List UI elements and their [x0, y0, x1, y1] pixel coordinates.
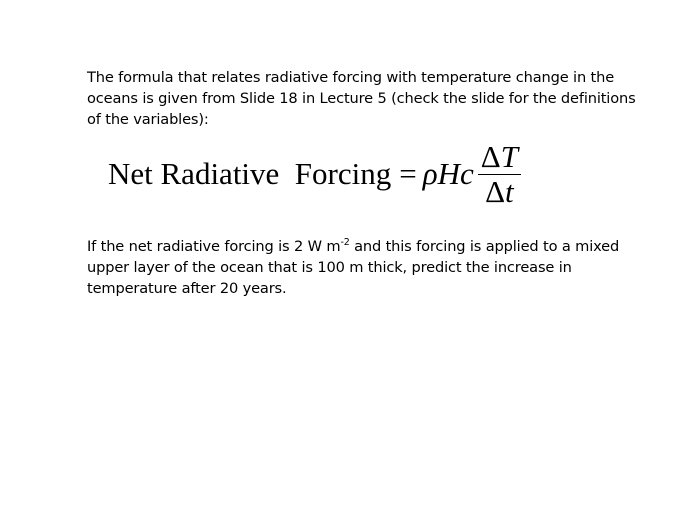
formula-lhs: Net Radiative Forcing [108, 156, 392, 191]
formula-rho: ρ [422, 156, 438, 191]
formula-fraction [478, 140, 521, 209]
formula-H: H [437, 156, 461, 191]
denominator-variable: t [505, 173, 514, 209]
formula-equals-sign: = [399, 156, 417, 191]
intro-paragraph [87, 67, 647, 130]
intro-line: of the variables): [87, 111, 209, 128]
numerator-delta: Δ [480, 138, 501, 174]
question-line: temperature after 20 years. [87, 280, 287, 297]
question-paragraph [87, 236, 647, 299]
denominator-delta: Δ [485, 173, 506, 209]
fraction-numerator [478, 140, 521, 174]
fraction-denominator [482, 175, 517, 209]
formula-c: c [460, 156, 474, 191]
intro-line: oceans is given from Slide 18 in Lecture 5 (check the slide for the definitions [87, 90, 636, 107]
radiative-forcing-formula [108, 134, 521, 214]
question-text: and this forcing is applied to a mixed [349, 238, 620, 255]
numerator-variable: T [500, 138, 518, 174]
question-text: If the net radiative forcing is 2 W m [87, 238, 341, 255]
exponent: -2 [340, 237, 350, 248]
question-line [87, 236, 647, 257]
intro-line: The formula that relates radiative forcing with temperature change in the [87, 69, 615, 86]
question-line: upper layer of the ocean that is 100 m thick, predict the increase in [87, 259, 572, 276]
